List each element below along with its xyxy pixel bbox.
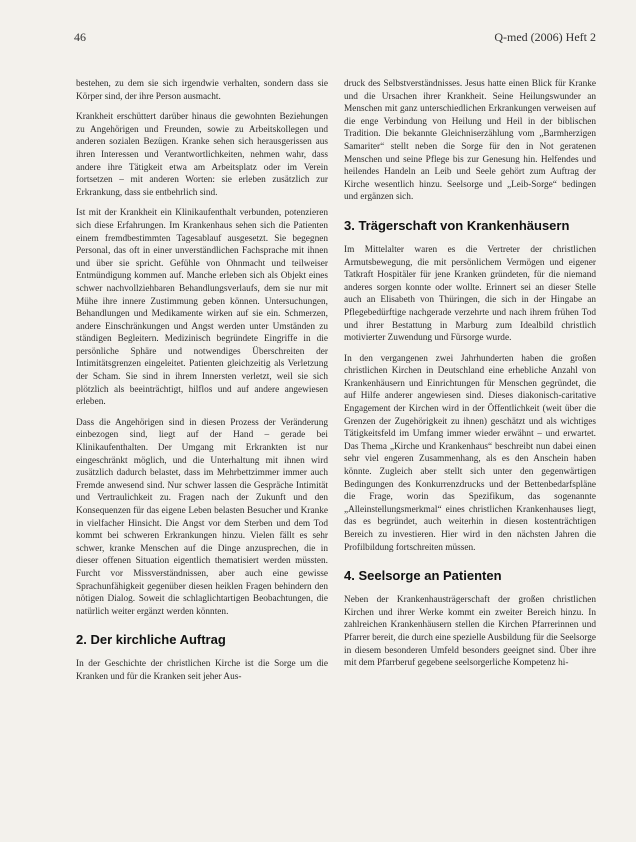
page-number: 46 — [74, 30, 86, 44]
paragraph: bestehen, zu dem sie sich irgendwie verhalten, sondern dass sie Körper sind, der ihre Person ausmacht. — [76, 79, 328, 102]
paragraph: Im Mittelalter waren es die Vertreter der christlichen Armutsbewegung, die mit persönlichem Vermögen und eigener Tatkraft Hospitäler für jene Kranken gründeten, für die niemand anderes sorgen konnte oder wollte. Erinnert sei an dieser Stelle auch an Elisabeth von Thüringen, die sich in der Hingabe an Pflegebedürftige nachgerade verzehrte und nach ihrem frühen Tod und ihrer Bestattung in Marburg zum Idealbild christlich motivierter Zuwendung und Fürsorge wurde. — [344, 244, 596, 344]
section-heading: 4. Seelsorge an Patienten — [344, 568, 502, 584]
right-column — [344, 78, 596, 678]
paragraph: In der Geschichte der christlichen Kirche ist die Sorge um die Kranken und für die Kranken seit jeher Aus- — [76, 659, 328, 682]
paragraph: Neben der Krankenhausträgerschaft der großen christlichen Kirchen und ihrer Werke kommt ein zweiter Bereich hinzu. In zahlreichen Krankenhäusern stellen die Kirchen Pfarrerinnen und Pfarrer bereit, die durch eine spezielle Ausbildung für die Seelsorge in diesem besonderen Umfeld besonders geeignet sind. Über ihre mit dem Pfarrberuf gegebene seelsorgerliche Kompetenz hi- — [344, 595, 596, 669]
section-heading: 2. Der kirchliche Auftrag — [76, 632, 226, 648]
paragraph: Dass die Angehörigen sind in diesen Prozess der Veränderung einbezogen sind, liegt auf der Hand – gerade bei Klinikaufenthalten. Der Umgang mit Erkrankten ist nur eingeschränkt möglich, und die Unterhaltung mit ihnen wird zusätzlich dadurch belastet, dass im Mehrbettzimmer immer auch Fremde anwesend sind. Nur schwer lassen die Gespräche Intimität und Vertraulichkeit zu. Fragen nach der Zukunft und den Konsequenzen für das eigene Leben belasten Besucher und Kranke in vielfacher Hinsicht. Die Angst vor dem Sterben und dem Tod kommt bei schweren Erkrankungen hinzu. Vielen fällt es sehr schwer, kranke Menschen auf die Dinge anzusprechen, die in dieser offenen Situation eigentlich thematisiert werden müssten. Furcht vor Missverständnissen, aber auch eine gewisse Sprachunfähigkeit gegenüber diesen heiklen Fragen behindern den nötigen Dialog. Soweit die schlaglichtartigen Beobachtungen, die natürlich weiter ergänzt werden könnten. — [76, 417, 328, 617]
paragraph: Ist mit der Krankheit ein Klinikaufenthalt verbunden, potenzieren sich diese Erfahrungen. Im Krankenhaus sehen sich die Patienten einem fremdbestimmten Tagesablauf ausgesetzt. Sie begegnen Personal, das oft in einer unverständlichen Fachsprache mit ihnen und über sie spricht. Gefühle von Ohnmacht und teilweiser Entmündigung kommen auf. Manche erleben sich als Objekt eines schwer nachvollziehbaren Behandlungsverlaufs, dem sie nur mit Mühe ihre innere Zustimmung geben können. Untersuchungen, Behandlungen und Medikamente wirken auf sie ein. Schmerzen, andere Einschränkungen und Angst werden unter Umständen zu ständigen Begleitern. Medizinisch begründete Eingriffe in die persönliche Sphäre und notwendiges Überschreiten der Intimitätsgrenzen eingeleitet. Patienten gleichzeitig als Verletzung der Scham. Sie sind in ihrem Innersten verletzt, weil sie sich plötzlich als beeinträchtigt, hilflos und auf andere angewiesen erleben. — [76, 208, 328, 408]
left-column — [76, 78, 328, 692]
paragraph: Krankheit erschüttert darüber hinaus die gewohnten Beziehungen zu Angehörigen und Freunden, sowie zu Arbeitskollegen und anderen sozialen Bezügen. Kranke sehen sich herausgerissen aus ihren Interessen und Verantwortlichkeiten, nehmen wahr, dass andere ihre Tätigkeit etwa am Arbeitsplatz oder im Verein fortsetzen – mit anderen Worten: sie erleben zusätzlich zur Erkrankung, dass sie entbehrlich sind. — [76, 112, 328, 198]
paragraph: In den vergangenen zwei Jahrhunderten haben die großen christlichen Kirchen in Deutschland eine erhebliche Anzahl von Krankenhäusern und Einrichtungen für Menschen gegründet, die auf Hilfe anderer angewiesen sind. Dieses diakonisch-caritative Engagement der Kirchen wird in der Öffentlichkeit (weit über die Grenzen der Zugehörigkeit zu ihnen) geschätzt und als wichtiges Tätigkeitsfeld im Umfang immer wieder erwähnt – und erwartet. Das Thema „Kirche und Krankenhaus“ beschreibt nun dabei einen sehr viel engeren Zusammenhang, als es den Anschein haben könnte. Zugleich aber stellt sich unter den gegenwärtigen Bedingungen des Konkurrenzdrucks und der Bettenbedarfspläne die Frage, worin das Spezifikum, das sogenannte „Alleinstellungsmerkmal“ eines christlichen Krankenhauses liegt, das es begründet, auch weiterhin in diesen kostenträchtigen Bereich zu investieren. Hier wird in den nächsten Jahren die Profilbildung fortschreiten müssen. — [344, 353, 596, 553]
paragraph: druck des Selbstverständnisses. Jesus hatte einen Blick für Kranke und die Ursachen ihrer Krankheit. Seine Heilungswunder an Menschen mit ganz unterschiedlichen Erkrankungen verweisen auf die enge Verbindung von Heilung und Heil in der biblischen Tradition. Die bekannte Gleichniserzählung vom „Barmherzigen Samariter“ stellt neben die Sorge für den in Not geratenen Menschen und seine Pflege bis zur Genesung hin. Helfendes und heilendes Handeln an Leib und Seele gehört zum Auftrag der Kirche wesentlich hinzu. Seelsorge und „Leib-Sorge“ bedingen und ergänzen sich. — [344, 79, 596, 203]
section-heading: 3. Trägerschaft von Krankenhäusern — [344, 217, 570, 233]
running-head: Q-med (2006) Heft 2 — [494, 30, 596, 44]
